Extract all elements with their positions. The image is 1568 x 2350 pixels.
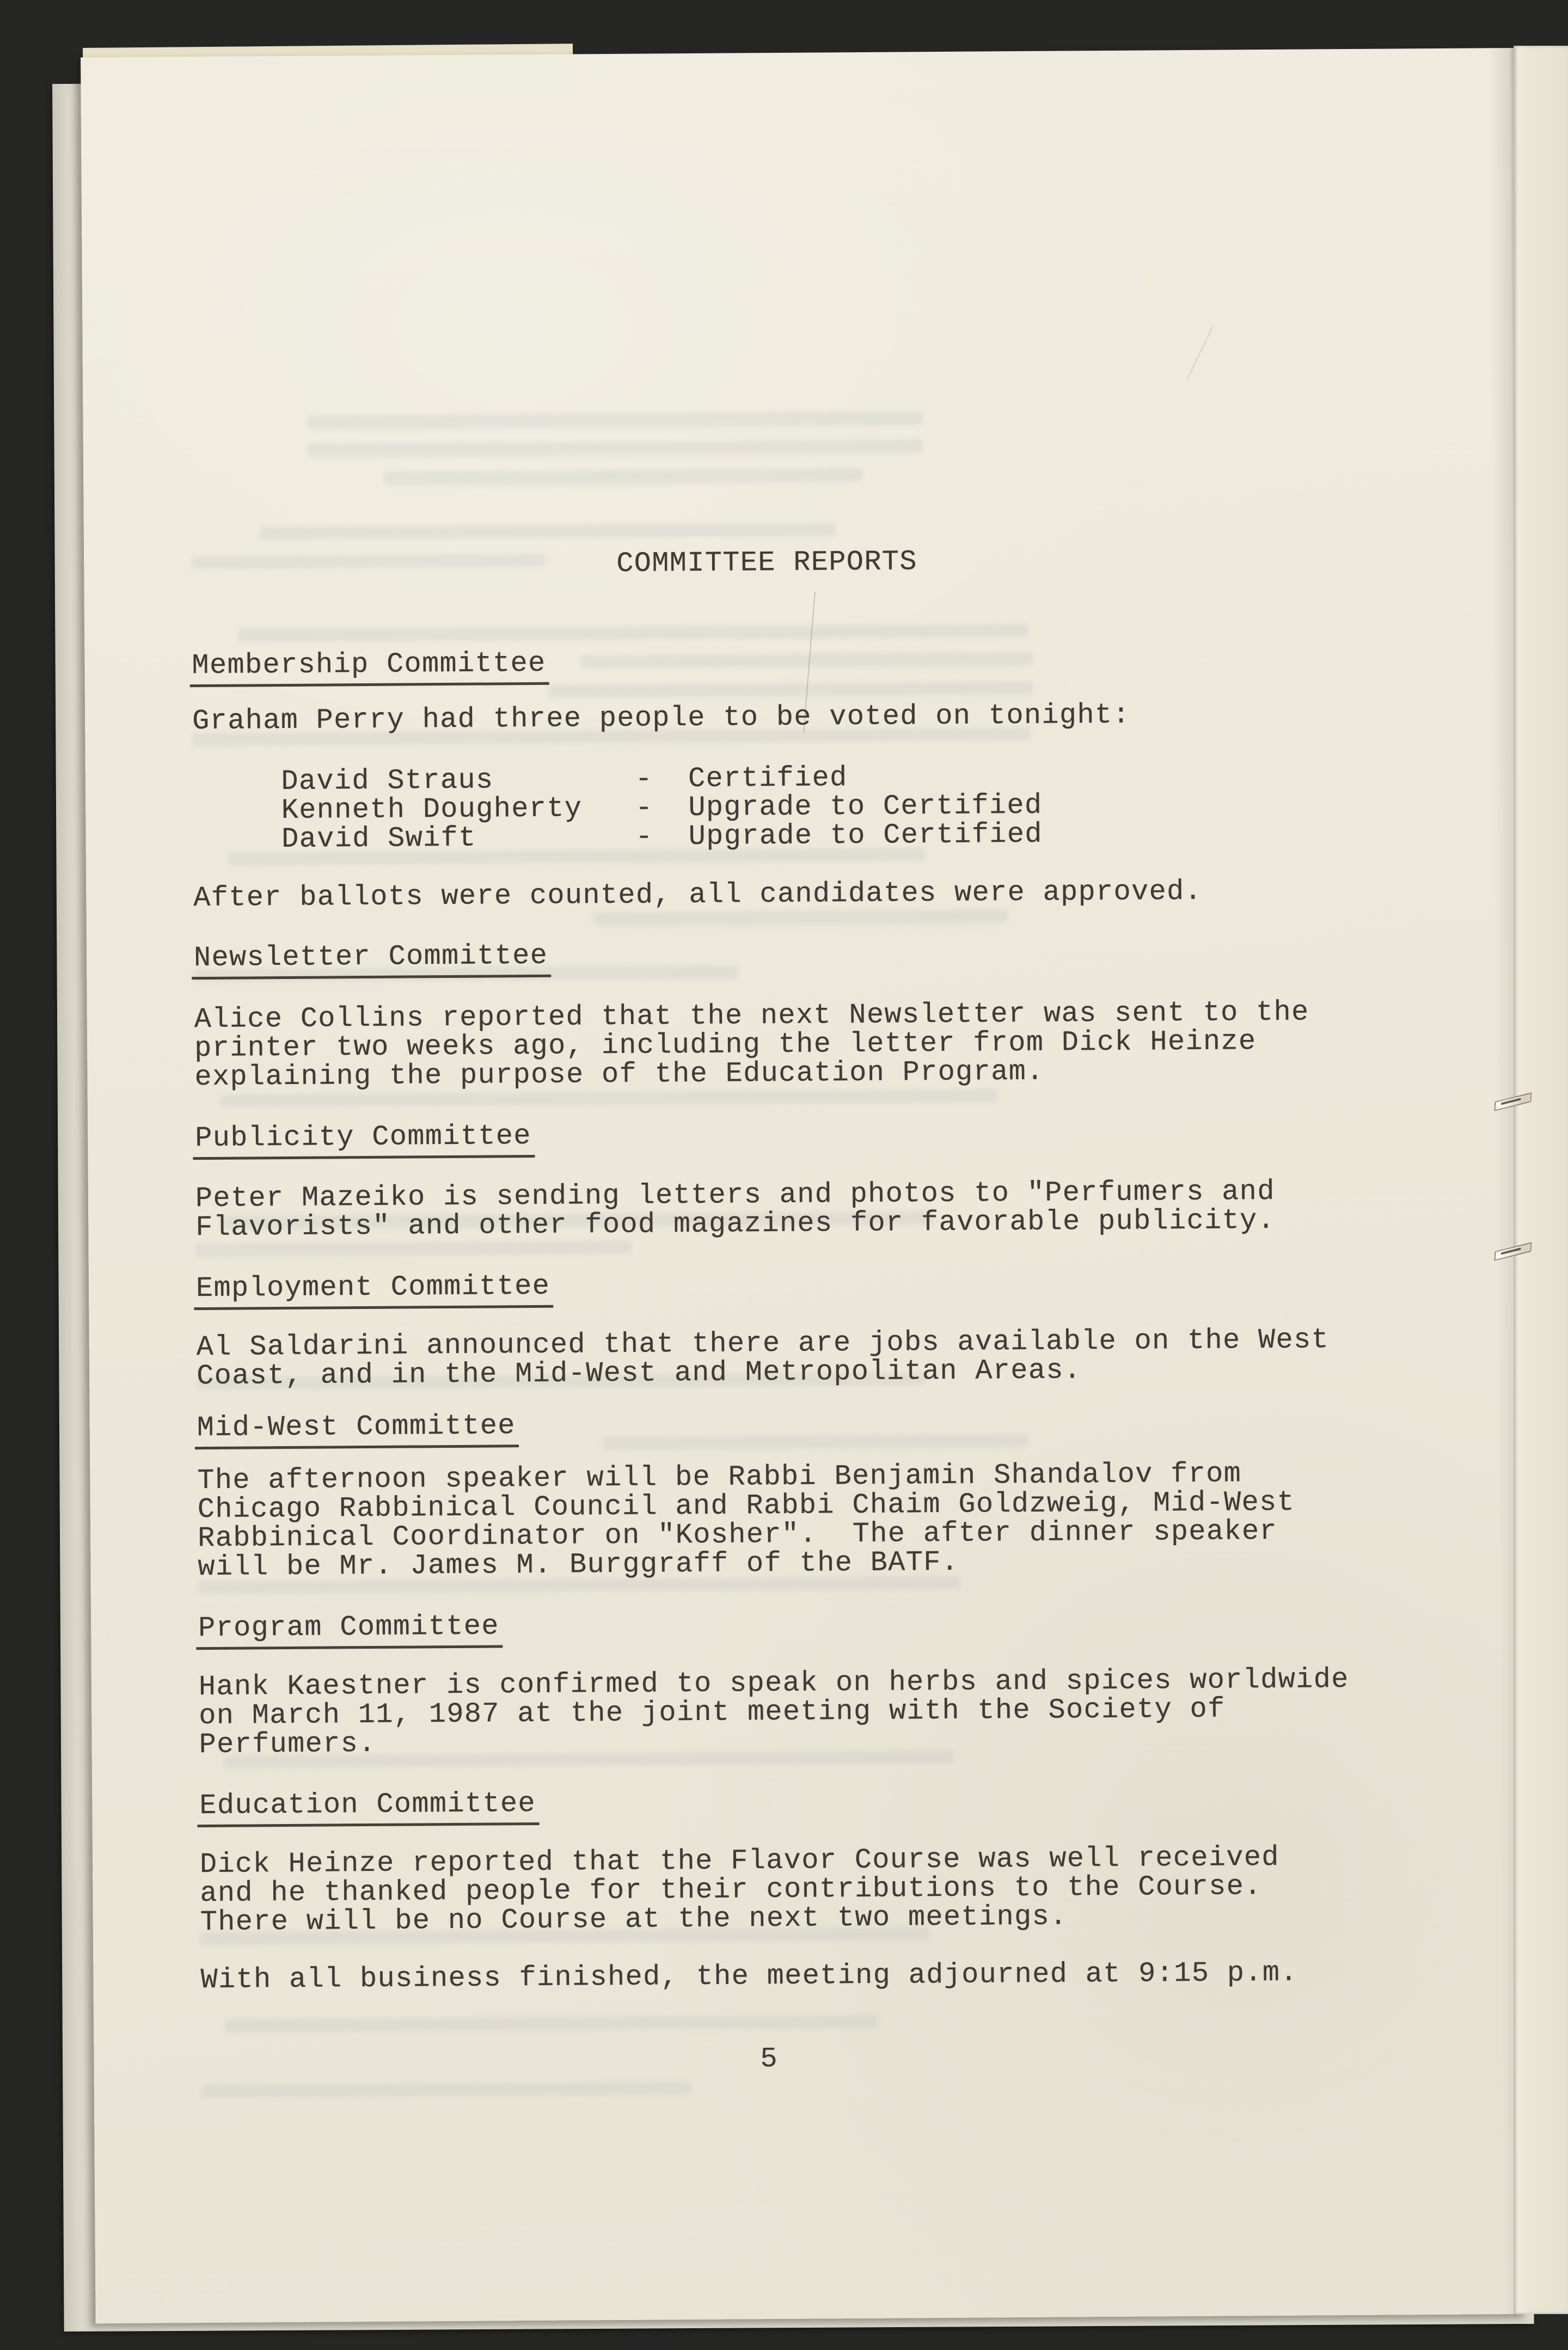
- bleedthrough-text-line: [259, 523, 836, 540]
- midwest-paragraph: The afternoon speaker will be Rabbi Benjamin Shandalov from Chicago Rabbinical Council and Rabbi Chaim Goldzweig, Mid-West Rabbinical Coordinator on "Kosher". The after dinner speaker will be Mr. James M. Burggraff of the BATF.: [197, 1458, 1295, 1584]
- bleedthrough-text-line: [549, 682, 1033, 698]
- bleedthrough-text-line: [308, 439, 923, 456]
- section-heading-program: Program Committee: [196, 1612, 503, 1650]
- employment-paragraph: Al Saldarini announced that there are jobs available on the West Coast, and in the Mid-West and Metropolitan Areas.: [196, 1324, 1330, 1393]
- membership-result-line: After ballots were counted, all candidates were approved.: [193, 875, 1203, 915]
- page-title: COMMITTEE REPORTS: [616, 546, 918, 580]
- section-heading-membership: Membership Committee: [189, 649, 549, 687]
- bleedthrough-text-line: [238, 624, 1027, 642]
- document-page: [81, 48, 1529, 2323]
- page-number: 5: [760, 2043, 779, 2076]
- section-heading-education: Education Committee: [197, 1789, 539, 1827]
- bleedthrough-text-line: [191, 554, 545, 569]
- section-heading-employment: Employment Committee: [194, 1272, 554, 1310]
- bleedthrough-text-line: [581, 652, 1033, 669]
- bleedthrough-text-line: [603, 1434, 1027, 1450]
- paper-scratch: [1187, 325, 1214, 380]
- bleedthrough-text-line: [384, 468, 863, 485]
- publicity-paragraph: Peter Mazeiko is sending letters and photos to "Perfumers and Flavorists" and other food magazines for favorable publicity.: [195, 1175, 1276, 1244]
- bleedthrough-text-line: [593, 909, 1007, 925]
- closing-line: With all business finished, the meeting adjourned at 9:15 p.m.: [200, 1956, 1298, 1997]
- section-heading-publicity: Publicity Committee: [193, 1122, 535, 1160]
- membership-intro-line: Graham Perry had three people to be voted on tonight:: [192, 699, 1131, 738]
- membership-vote-list: David Straus - Certified Kenneth Dougherty - Upgrade to Certified David Swift - Upgrade to Certified: [192, 762, 1043, 856]
- bleedthrough-text-line: [225, 2015, 879, 2033]
- newsletter-paragraph: Alice Collins reported that the next Newsletter was sent to the printer two weeks ago, including the letter from Dick Heinze explaining the purpose of the Education Program.: [194, 996, 1309, 1094]
- bleedthrough-text-line: [201, 2082, 691, 2098]
- section-heading-newsletter: Newsletter Committee: [192, 941, 552, 980]
- program-paragraph: Hank Kaestner is confirmed to speak on herbs and spices worldwide on March 11, 1987 at the joint meeting with the Society of Perfumers.: [198, 1663, 1349, 1761]
- staple-slit: [1501, 1247, 1521, 1254]
- facing-page-edge: [1514, 46, 1568, 2314]
- education-paragraph: Dick Heinze reported that the Flavor Course was well received and he thanked people for their contributions to the Course. There will be no Course at the next two meetings.: [199, 1841, 1280, 1939]
- section-heading-midwest: Mid-West Committee: [195, 1411, 519, 1449]
- bleedthrough-text-line: [307, 411, 922, 428]
- staple-slit: [1501, 1098, 1521, 1105]
